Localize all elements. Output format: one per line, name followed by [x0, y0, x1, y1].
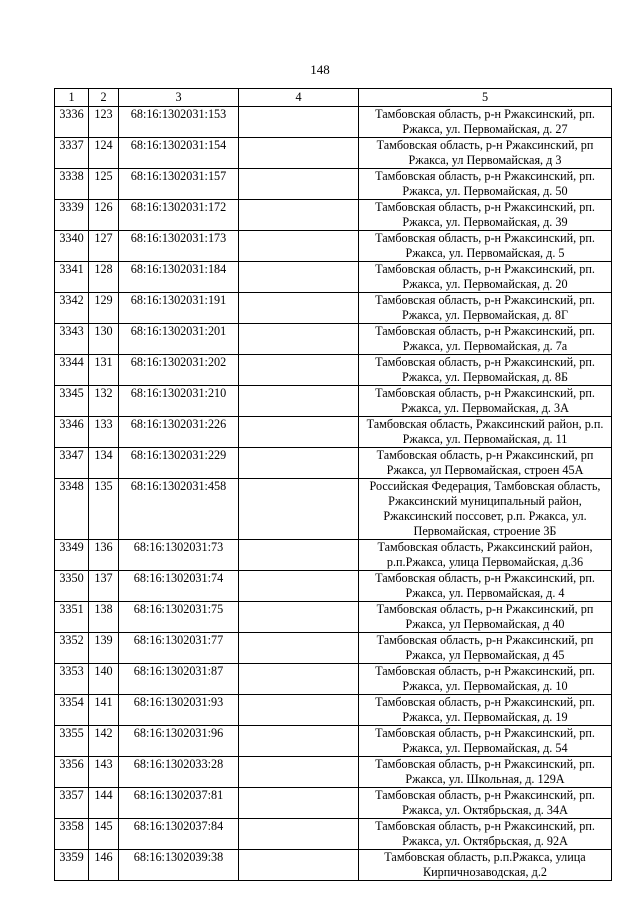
note-cell — [239, 571, 359, 602]
cadastral-number-cell: 68:16:1302037:84 — [119, 819, 239, 850]
address-line: Тамбовская область, р-н Ржаксинский, рп — [376, 448, 594, 462]
address-line: Тамбовская область, р-н Ржаксинский, рп. — [375, 386, 595, 400]
address-line: Ржакса, ул Первомайская, д 45 — [405, 648, 565, 662]
address-cell — [359, 417, 612, 448]
cadastral-number-cell: 68:16:1302031:87 — [119, 664, 239, 695]
cadastral-number-cell: 68:16:1302031:172 — [119, 200, 239, 231]
note-cell — [239, 324, 359, 355]
address-cell — [359, 479, 612, 540]
table-row — [55, 448, 612, 479]
table-row — [55, 695, 612, 726]
row-number-cell: 3353 — [55, 664, 89, 695]
header-row — [55, 89, 612, 107]
table-row — [55, 479, 612, 540]
row-number-cell: 3339 — [55, 200, 89, 231]
address-line: Ржакса, ул. Первомайская, д. 27 — [402, 122, 568, 136]
table-row — [55, 355, 612, 386]
table-row — [55, 757, 612, 788]
address-line: Ржакса, ул. Первомайская, д. 19 — [402, 710, 568, 724]
row-number-cell: 3345 — [55, 386, 89, 417]
table-row — [55, 138, 612, 169]
address-cell — [359, 262, 612, 293]
address-line: Тамбовская область, р-н Ржаксинский, рп — [376, 138, 594, 152]
address-cell — [359, 107, 612, 138]
row-number-cell: 3347 — [55, 448, 89, 479]
item-index-cell: 125 — [89, 169, 119, 200]
row-number-cell: 3357 — [55, 788, 89, 819]
address-line: Тамбовская область, р-н Ржаксинский, рп. — [375, 571, 595, 585]
row-number-cell: 3356 — [55, 757, 89, 788]
address-line: Ржакса, ул. Первомайская, д. 20 — [402, 277, 568, 291]
table-row — [55, 540, 612, 571]
cadastral-number-cell: 68:16:1302033:28 — [119, 757, 239, 788]
cadastral-number-cell: 68:16:1302039:38 — [119, 850, 239, 881]
address-line: Ржакса, ул. Первомайская, д. 11 — [402, 432, 568, 446]
address-line: Тамбовская область, р-н Ржаксинский, рп. — [375, 788, 595, 802]
table-row — [55, 231, 612, 262]
address-line: Ржакса, ул. Первомайская, д. 3А — [401, 401, 569, 415]
address-cell — [359, 138, 612, 169]
cadastral-number-cell: 68:16:1302031:154 — [119, 138, 239, 169]
address-cell — [359, 324, 612, 355]
note-cell — [239, 850, 359, 881]
address-line: Ржакса, ул. Первомайская, д. 10 — [402, 679, 568, 693]
item-index-cell: 139 — [89, 633, 119, 664]
item-index-cell: 132 — [89, 386, 119, 417]
cadastral-number-cell: 68:16:1302031:93 — [119, 695, 239, 726]
row-number-cell: 3351 — [55, 602, 89, 633]
note-cell — [239, 633, 359, 664]
address-line: Тамбовская область, р-н Ржаксинский, рп. — [375, 262, 595, 276]
row-number-cell: 3358 — [55, 819, 89, 850]
address-line: Ржакса, ул. Первомайская, д. 39 — [402, 215, 568, 229]
column-header-5: 5 — [359, 89, 612, 107]
column-header-2: 2 — [89, 89, 119, 107]
address-line: Ржакса, ул. Октябрьская, д. 92А — [402, 834, 568, 848]
note-cell — [239, 169, 359, 200]
table-row — [55, 819, 612, 850]
cadastral-number-cell: 68:16:1302031:210 — [119, 386, 239, 417]
address-cell — [359, 819, 612, 850]
note-cell — [239, 448, 359, 479]
address-line: Тамбовская область, р-н Ржаксинский, рп. — [375, 293, 595, 307]
address-cell — [359, 200, 612, 231]
item-index-cell: 128 — [89, 262, 119, 293]
cadastral-number-cell: 68:16:1302031:153 — [119, 107, 239, 138]
row-number-cell: 3348 — [55, 479, 89, 540]
note-cell — [239, 602, 359, 633]
note-cell — [239, 262, 359, 293]
cadastral-number-cell: 68:16:1302031:458 — [119, 479, 239, 540]
address-line: Ржакса, ул. Первомайская, д. 5 — [405, 246, 565, 260]
address-line: Ржакса, ул. Первомайская, д. 4 — [405, 586, 565, 600]
page-number: 148 — [310, 62, 330, 77]
row-number-cell: 3340 — [55, 231, 89, 262]
address-line: Первомайская, строение 3Б — [413, 524, 557, 538]
column-header-4: 4 — [239, 89, 359, 107]
cadastral-number-cell: 68:16:1302031:73 — [119, 540, 239, 571]
address-cell — [359, 788, 612, 819]
address-line: Ржакса, ул. Первомайская, д. 7а — [402, 339, 568, 353]
address-line: Тамбовская область, Ржаксинский район, — [377, 540, 593, 554]
registry-table — [54, 88, 612, 881]
row-number-cell: 3336 — [55, 107, 89, 138]
table-row — [55, 200, 612, 231]
address-line: Кирпичнозаводская, д.2 — [423, 865, 547, 879]
address-cell — [359, 293, 612, 324]
table-body — [55, 107, 612, 881]
address-line: Ржакса, ул Первомайская, д 3 — [408, 153, 562, 167]
row-number-cell: 3355 — [55, 726, 89, 757]
address-cell — [359, 169, 612, 200]
cadastral-number-cell: 68:16:1302031:96 — [119, 726, 239, 757]
row-number-cell: 3341 — [55, 262, 89, 293]
address-line: Тамбовская область, р-н Ржаксинский, рп. — [375, 200, 595, 214]
cadastral-number-cell: 68:16:1302031:202 — [119, 355, 239, 386]
address-line: Ржакса, ул Первомайская, строен 45А — [386, 463, 584, 477]
table-row — [55, 324, 612, 355]
item-index-cell: 127 — [89, 231, 119, 262]
table-row — [55, 417, 612, 448]
address-line: Ржакса, ул. Первомайская, д. 50 — [402, 184, 568, 198]
note-cell — [239, 695, 359, 726]
address-line: Тамбовская область, р-н Ржаксинский, рп — [376, 633, 594, 647]
cadastral-number-cell: 68:16:1302031:74 — [119, 571, 239, 602]
address-line: Тамбовская область, р-н Ржаксинский, рп. — [375, 107, 595, 121]
table-row — [55, 293, 612, 324]
address-line: Тамбовская область, р.п.Ржакса, улица — [384, 850, 586, 864]
address-cell — [359, 695, 612, 726]
table-row — [55, 262, 612, 293]
table-row — [55, 788, 612, 819]
address-cell — [359, 726, 612, 757]
table-row — [55, 169, 612, 200]
table-row — [55, 726, 612, 757]
address-cell — [359, 602, 612, 633]
address-line: Ржаксинский поссовет, р.п. Ржакса, ул. — [383, 509, 587, 523]
address-cell — [359, 448, 612, 479]
note-cell — [239, 107, 359, 138]
table-row — [55, 633, 612, 664]
address-line: Ржакса, ул. Первомайская, д. 8Б — [401, 370, 569, 384]
table-row — [55, 664, 612, 695]
item-index-cell: 141 — [89, 695, 119, 726]
address-cell — [359, 386, 612, 417]
item-index-cell: 146 — [89, 850, 119, 881]
row-number-cell: 3337 — [55, 138, 89, 169]
address-cell — [359, 850, 612, 881]
note-cell — [239, 200, 359, 231]
item-index-cell: 136 — [89, 540, 119, 571]
column-header-1: 1 — [55, 89, 89, 107]
address-line: Ржакса, ул. Первомайская, д. 8Г — [401, 308, 569, 322]
table-row — [55, 571, 612, 602]
address-cell — [359, 633, 612, 664]
table-header — [55, 89, 612, 107]
address-line: Тамбовская область, р-н Ржаксинский, рп. — [375, 169, 595, 183]
item-index-cell: 124 — [89, 138, 119, 169]
item-index-cell: 142 — [89, 726, 119, 757]
address-cell — [359, 757, 612, 788]
note-cell — [239, 293, 359, 324]
item-index-cell: 135 — [89, 479, 119, 540]
item-index-cell: 131 — [89, 355, 119, 386]
row-number-cell: 3354 — [55, 695, 89, 726]
address-cell — [359, 355, 612, 386]
address-line: Тамбовская область, р-н Ржаксинский, рп. — [375, 695, 595, 709]
item-index-cell: 129 — [89, 293, 119, 324]
item-index-cell: 140 — [89, 664, 119, 695]
cadastral-number-cell: 68:16:1302031:201 — [119, 324, 239, 355]
item-index-cell: 137 — [89, 571, 119, 602]
address-line: р.п.Ржакса, улица Первомайская, д.36 — [386, 555, 584, 569]
address-line: Тамбовская область, р-н Ржаксинский, рп. — [375, 231, 595, 245]
row-number-cell: 3359 — [55, 850, 89, 881]
address-cell — [359, 540, 612, 571]
note-cell — [239, 417, 359, 448]
address-line: Ржакса, ул Первомайская, д 40 — [405, 617, 565, 631]
row-number-cell: 3352 — [55, 633, 89, 664]
item-index-cell: 134 — [89, 448, 119, 479]
address-line: Российская Федерация, Тамбовская область, — [369, 479, 601, 493]
row-number-cell: 3344 — [55, 355, 89, 386]
row-number-cell: 3349 — [55, 540, 89, 571]
cadastral-number-cell: 68:16:1302031:75 — [119, 602, 239, 633]
column-header-3: 3 — [119, 89, 239, 107]
address-line: Тамбовская область, р-н Ржаксинский, рп. — [375, 757, 595, 771]
item-index-cell: 123 — [89, 107, 119, 138]
address-line: Тамбовская область, р-н Ржаксинский, рп. — [375, 324, 595, 338]
row-number-cell: 3342 — [55, 293, 89, 324]
table-row — [55, 386, 612, 417]
item-index-cell: 138 — [89, 602, 119, 633]
item-index-cell: 145 — [89, 819, 119, 850]
table-row — [55, 107, 612, 138]
row-number-cell: 3343 — [55, 324, 89, 355]
cadastral-number-cell: 68:16:1302031:157 — [119, 169, 239, 200]
address-line: Тамбовская область, р-н Ржаксинский, рп. — [375, 355, 595, 369]
note-cell — [239, 788, 359, 819]
row-number-cell: 3346 — [55, 417, 89, 448]
address-line: Ржакса, ул. Первомайская, д. 54 — [402, 741, 568, 755]
item-index-cell: 133 — [89, 417, 119, 448]
table-row — [55, 850, 612, 881]
address-line: Тамбовская область, р-н Ржаксинский, рп. — [375, 819, 595, 833]
cadastral-number-cell: 68:16:1302031:184 — [119, 262, 239, 293]
address-line: Ржакса, ул. Школьная, д. 129А — [405, 772, 565, 786]
note-cell — [239, 757, 359, 788]
row-number-cell: 3338 — [55, 169, 89, 200]
note-cell — [239, 664, 359, 695]
note-cell — [239, 386, 359, 417]
cadastral-number-cell: 68:16:1302031:77 — [119, 633, 239, 664]
item-index-cell: 126 — [89, 200, 119, 231]
address-line: Тамбовская область, Ржаксинский район, р.п. — [366, 417, 604, 431]
note-cell — [239, 819, 359, 850]
cadastral-number-cell: 68:16:1302037:81 — [119, 788, 239, 819]
address-cell — [359, 231, 612, 262]
note-cell — [239, 138, 359, 169]
row-number-cell: 3350 — [55, 571, 89, 602]
address-line: Ржакса, ул. Октябрьская, д. 34А — [402, 803, 568, 817]
item-index-cell: 130 — [89, 324, 119, 355]
note-cell — [239, 540, 359, 571]
note-cell — [239, 355, 359, 386]
cadastral-number-cell: 68:16:1302031:173 — [119, 231, 239, 262]
table-row — [55, 602, 612, 633]
address-line: Тамбовская область, р-н Ржаксинский, рп — [376, 602, 594, 616]
address-line: Тамбовская область, р-н Ржаксинский, рп. — [375, 726, 595, 740]
cadastral-number-cell: 68:16:1302031:226 — [119, 417, 239, 448]
note-cell — [239, 726, 359, 757]
item-index-cell: 143 — [89, 757, 119, 788]
address-cell — [359, 571, 612, 602]
address-cell — [359, 664, 612, 695]
address-line: Ржаксинский муниципальный район, — [388, 494, 582, 508]
item-index-cell: 144 — [89, 788, 119, 819]
cadastral-number-cell: 68:16:1302031:229 — [119, 448, 239, 479]
address-line: Тамбовская область, р-н Ржаксинский, рп. — [375, 664, 595, 678]
note-cell — [239, 479, 359, 540]
cadastral-number-cell: 68:16:1302031:191 — [119, 293, 239, 324]
note-cell — [239, 231, 359, 262]
